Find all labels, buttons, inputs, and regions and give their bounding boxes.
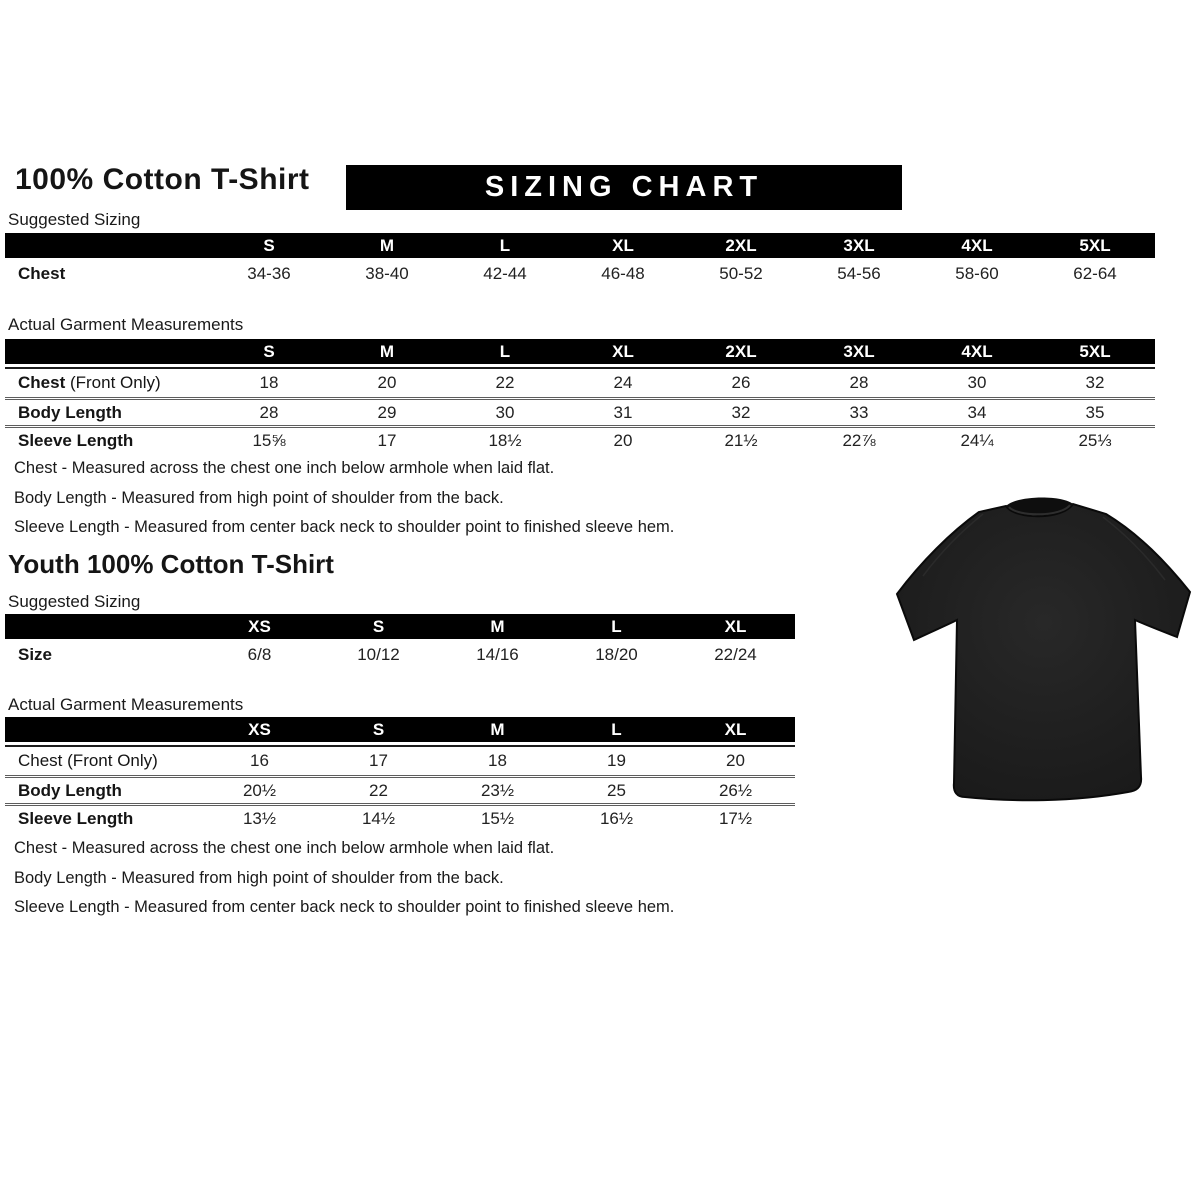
row-label: Size (18, 645, 53, 664)
youth-actual-measurements-label: Actual Garment Measurements (8, 695, 244, 714)
table-cell: 19 (607, 751, 626, 770)
column-header: M (490, 616, 505, 636)
table-cell: 25⅓ (1078, 430, 1112, 450)
row-label: Body Length (18, 780, 122, 800)
column-header: M (379, 235, 395, 255)
table-row (5, 258, 1155, 290)
row-label: Sleeve Length (18, 430, 134, 450)
column-header: 2XL (725, 341, 757, 361)
column-header: 4XL (961, 235, 993, 255)
table-cell: 35 (1085, 402, 1105, 422)
table-header-row (5, 339, 1155, 364)
column-header: S (372, 616, 385, 636)
column-header: 5XL (1079, 235, 1111, 255)
note-line: Sleeve Length - Measured from center back neck to shoulder point to finished sleeve hem. (14, 518, 675, 536)
table-cell: 29 (377, 402, 397, 422)
column-header: M (490, 719, 505, 739)
table-cell: 32 (1085, 373, 1105, 392)
table-cell: 20 (377, 373, 397, 392)
row-label: Chest (Front Only) (18, 373, 161, 392)
table-cell: 58-60 (955, 264, 999, 283)
table-row (5, 639, 795, 671)
table-row (5, 775, 795, 803)
table-row (5, 397, 1155, 425)
adult-actual-measurements-table (5, 339, 1155, 453)
table-cell: 14/16 (476, 645, 519, 664)
table-cell: 21½ (724, 430, 758, 450)
sizing-chart-banner (346, 165, 902, 210)
table-cell: 26 (731, 373, 751, 392)
adult-actual-measurements-label: Actual Garment Measurements (8, 315, 244, 334)
youth-suggested-sizing-table (5, 614, 795, 671)
column-header: XS (248, 719, 271, 739)
column-header: XL (724, 719, 747, 739)
table-cell: 6/8 (247, 645, 272, 664)
table-cell: 23½ (480, 780, 515, 800)
column-header: S (263, 235, 275, 255)
column-header: 3XL (843, 341, 875, 361)
table-cell: 28 (849, 373, 869, 392)
table-cell: 22/24 (714, 645, 757, 664)
row-label: Sleeve Length (18, 808, 134, 828)
note-line: Body Length - Measured from high point of shoulder from the back. (14, 488, 504, 507)
note-line: Chest - Measured across the chest one inch below armhole when laid flat. (14, 839, 555, 857)
table-header-row (5, 233, 1155, 258)
table-cell: 20½ (242, 780, 277, 800)
table-cell: 50-52 (719, 264, 763, 283)
table-cell: 18 (259, 373, 279, 392)
table-cell: 16 (250, 751, 269, 770)
table-cell: 17½ (718, 808, 753, 828)
table-cell: 22 (369, 780, 388, 800)
table-row (5, 425, 1155, 453)
table-cell: 34 (967, 402, 987, 422)
table-cell: 17 (369, 751, 388, 770)
table-cell: 17 (377, 430, 397, 450)
column-header: XL (612, 235, 634, 255)
table-cell: 18/20 (595, 645, 638, 664)
table-cell: 62-64 (1073, 264, 1117, 283)
note-line: Body Length - Measured from high point of shoulder from the back. (14, 868, 504, 887)
youth-measurement-notes (14, 840, 674, 929)
column-header: XL (724, 616, 747, 636)
table-cell: 54-56 (837, 264, 881, 283)
column-header: 3XL (843, 235, 875, 255)
table-cell: 32 (731, 402, 751, 422)
table-row (5, 747, 795, 775)
table-row (5, 369, 1155, 397)
table-cell: 20 (726, 751, 745, 770)
page-title: 100% Cotton T-Shirt (15, 163, 310, 196)
table-cell: 34-36 (247, 264, 291, 283)
table-cell: 46-48 (601, 264, 645, 283)
table-cell: 14½ (361, 808, 396, 828)
column-header: XS (248, 616, 271, 636)
youth-actual-measurements-table (5, 717, 795, 831)
table-cell: 25 (607, 780, 626, 800)
sizing-chart-banner-text: SIZING CHART (484, 171, 764, 203)
column-header: S (372, 719, 385, 739)
table-cell: 28 (259, 402, 279, 422)
column-header: 5XL (1079, 341, 1111, 361)
table-row (5, 803, 795, 831)
note-line: Chest - Measured across the chest one inch below armhole when laid flat. (14, 459, 555, 477)
adult-measurement-notes (14, 460, 674, 549)
table-cell: 22 (495, 373, 515, 392)
column-header: L (611, 719, 622, 739)
black-tshirt-photo (893, 490, 1195, 806)
adult-suggested-sizing-table (5, 233, 1155, 290)
table-cell: 15½ (480, 808, 515, 828)
table-cell: 31 (613, 402, 633, 422)
table-header-row (5, 717, 795, 742)
table-cell: 20 (613, 430, 633, 450)
row-label: Chest (Front Only) (18, 751, 158, 770)
table-cell: 26½ (718, 780, 753, 800)
column-header: 2XL (725, 235, 757, 255)
table-cell: 10/12 (357, 645, 400, 664)
column-header: XL (612, 341, 634, 361)
note-line: Sleeve Length - Measured from center back neck to shoulder point to finished sleeve hem. (14, 898, 675, 916)
table-cell: 24 (613, 373, 633, 392)
youth-section-title: Youth 100% Cotton T-Shirt (8, 549, 334, 579)
table-cell: 30 (495, 402, 515, 422)
adult-suggested-sizing-label: Suggested Sizing (8, 210, 141, 229)
table-cell: 42-44 (483, 264, 527, 283)
column-header: S (263, 341, 275, 361)
table-cell: 18½ (488, 430, 522, 450)
tshirt-body (897, 504, 1190, 800)
column-header: L (499, 341, 511, 361)
column-header: M (379, 341, 395, 361)
tshirt-image (893, 490, 1195, 806)
table-cell: 13½ (242, 808, 277, 828)
row-label: Chest (18, 264, 66, 283)
table-cell: 15⅝ (252, 430, 286, 450)
table-cell: 38-40 (365, 264, 409, 283)
row-label: Body Length (18, 402, 122, 422)
column-header: L (611, 616, 622, 636)
youth-suggested-sizing-label: Suggested Sizing (8, 592, 141, 611)
table-cell: 33 (849, 402, 869, 422)
table-cell: 24¼ (960, 430, 994, 450)
table-cell: 16½ (599, 808, 634, 828)
table-cell: 18 (488, 751, 507, 770)
table-cell: 30 (967, 373, 987, 392)
table-cell: 22⅞ (842, 430, 876, 450)
table-header-row (5, 614, 795, 639)
column-header: 4XL (961, 341, 993, 361)
column-header: L (499, 235, 511, 255)
